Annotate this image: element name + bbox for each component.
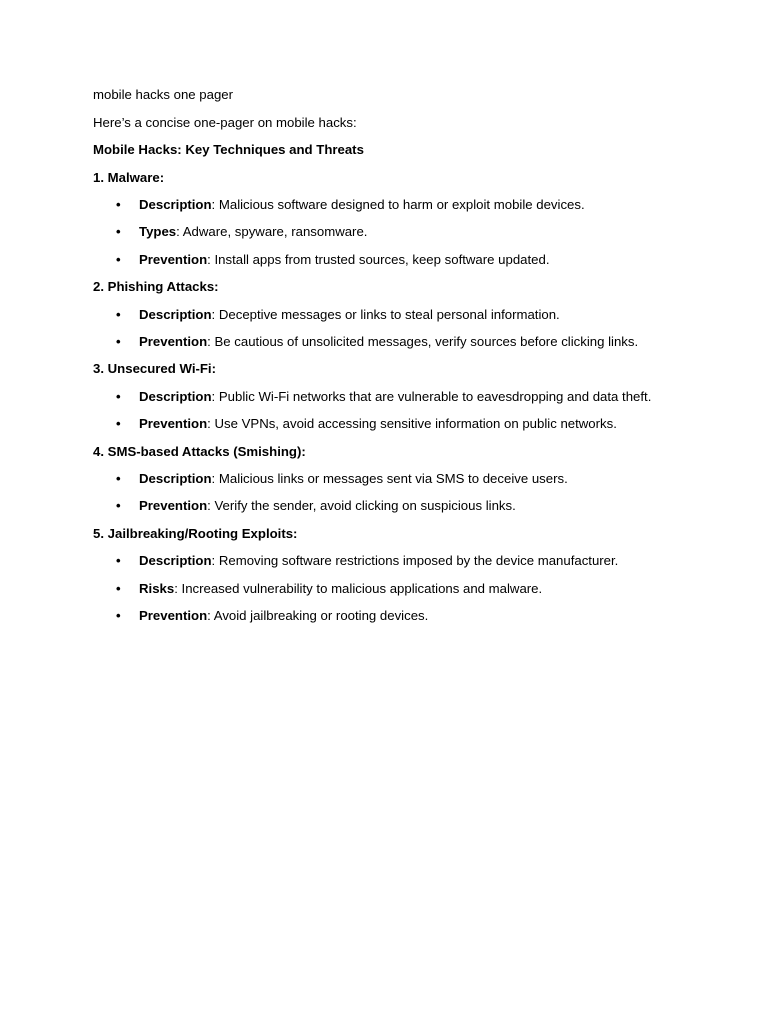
list-item bbox=[93, 334, 693, 350]
list-item bbox=[93, 581, 693, 597]
item-label: Types bbox=[139, 224, 177, 240]
section-heading: 3. Unsecured Wi-Fi: bbox=[93, 361, 216, 377]
section-list bbox=[93, 553, 693, 624]
section-heading: 5. Jailbreaking/Rooting Exploits: bbox=[93, 525, 298, 541]
bullet-icon: • bbox=[116, 333, 121, 349]
item-label: Prevention bbox=[139, 251, 208, 267]
section-heading: 2. Phishing Attacks: bbox=[93, 279, 219, 295]
list-item bbox=[93, 416, 693, 432]
item-text: : Deceptive messages or links to steal personal information. bbox=[211, 306, 560, 322]
bullet-icon: • bbox=[116, 388, 121, 404]
bullet-icon: • bbox=[116, 580, 121, 596]
item-text: : Install apps from trusted sources, keep software updated. bbox=[207, 251, 550, 267]
item-label: Description bbox=[139, 197, 212, 212]
item-label: Description bbox=[139, 553, 212, 569]
item-text: : Adware, spyware, ransomware. bbox=[176, 224, 368, 240]
section-list bbox=[93, 197, 693, 268]
bullet-icon: • bbox=[116, 608, 121, 624]
item-label: Description bbox=[139, 388, 212, 404]
list-item bbox=[93, 224, 693, 240]
bullet-icon: • bbox=[116, 471, 121, 487]
item-text: : Removing software restrictions imposed by the device manufacturer. bbox=[211, 553, 619, 569]
item-text: : Increased vulnerability to malicious applications and malware. bbox=[174, 580, 543, 596]
item-label: Description bbox=[139, 471, 212, 487]
item-text: : Use VPNs, avoid accessing sensitive information on public networks. bbox=[207, 416, 617, 432]
list-item bbox=[93, 498, 693, 514]
list-item bbox=[93, 608, 693, 624]
list-item bbox=[93, 553, 693, 569]
item-text: : Verify the sender, avoid clicking on suspicious links. bbox=[207, 498, 516, 514]
bullet-icon: • bbox=[116, 498, 121, 514]
item-label: Prevention bbox=[139, 608, 208, 624]
section-heading: 1. Malware: bbox=[93, 169, 165, 185]
bullet-icon: • bbox=[116, 553, 121, 569]
intro-text: Here’s a concise one-pager on mobile hacks: bbox=[93, 114, 357, 130]
item-text: : Avoid jailbreaking or rooting devices. bbox=[207, 608, 429, 624]
item-text: : Malicious links or messages sent via SMS to deceive users. bbox=[211, 471, 568, 487]
item-label: Prevention bbox=[139, 333, 208, 349]
item-label: Risks bbox=[139, 580, 175, 596]
bullet-icon: • bbox=[116, 197, 121, 212]
item-text: : Malicious software designed to harm or exploit mobile devices. bbox=[211, 197, 585, 212]
section-heading: 4. SMS-based Attacks (Smishing): bbox=[93, 443, 306, 459]
section-list bbox=[93, 307, 693, 350]
list-item bbox=[93, 252, 693, 268]
list-item bbox=[93, 307, 693, 323]
section-list bbox=[93, 471, 693, 514]
main-heading: Mobile Hacks: Key Techniques and Threats bbox=[93, 142, 364, 157]
sections-container bbox=[93, 170, 693, 625]
item-text: : Be cautious of unsolicited messages, verify sources before clicking links. bbox=[207, 333, 639, 349]
bullet-icon: • bbox=[116, 306, 121, 322]
document-body bbox=[93, 87, 693, 636]
bullet-icon: • bbox=[116, 416, 121, 432]
list-item bbox=[93, 389, 693, 405]
item-text: : Public Wi-Fi networks that are vulnerable to eavesdropping and data theft. bbox=[211, 388, 652, 404]
list-item bbox=[93, 471, 693, 487]
bullet-icon: • bbox=[116, 251, 121, 267]
bullet-icon: • bbox=[116, 224, 121, 240]
section-list bbox=[93, 389, 693, 432]
item-label: Description bbox=[139, 306, 212, 322]
list-item bbox=[93, 197, 693, 213]
document-title: mobile hacks one pager bbox=[93, 87, 234, 102]
item-label: Prevention bbox=[139, 498, 208, 514]
item-label: Prevention bbox=[139, 416, 208, 432]
